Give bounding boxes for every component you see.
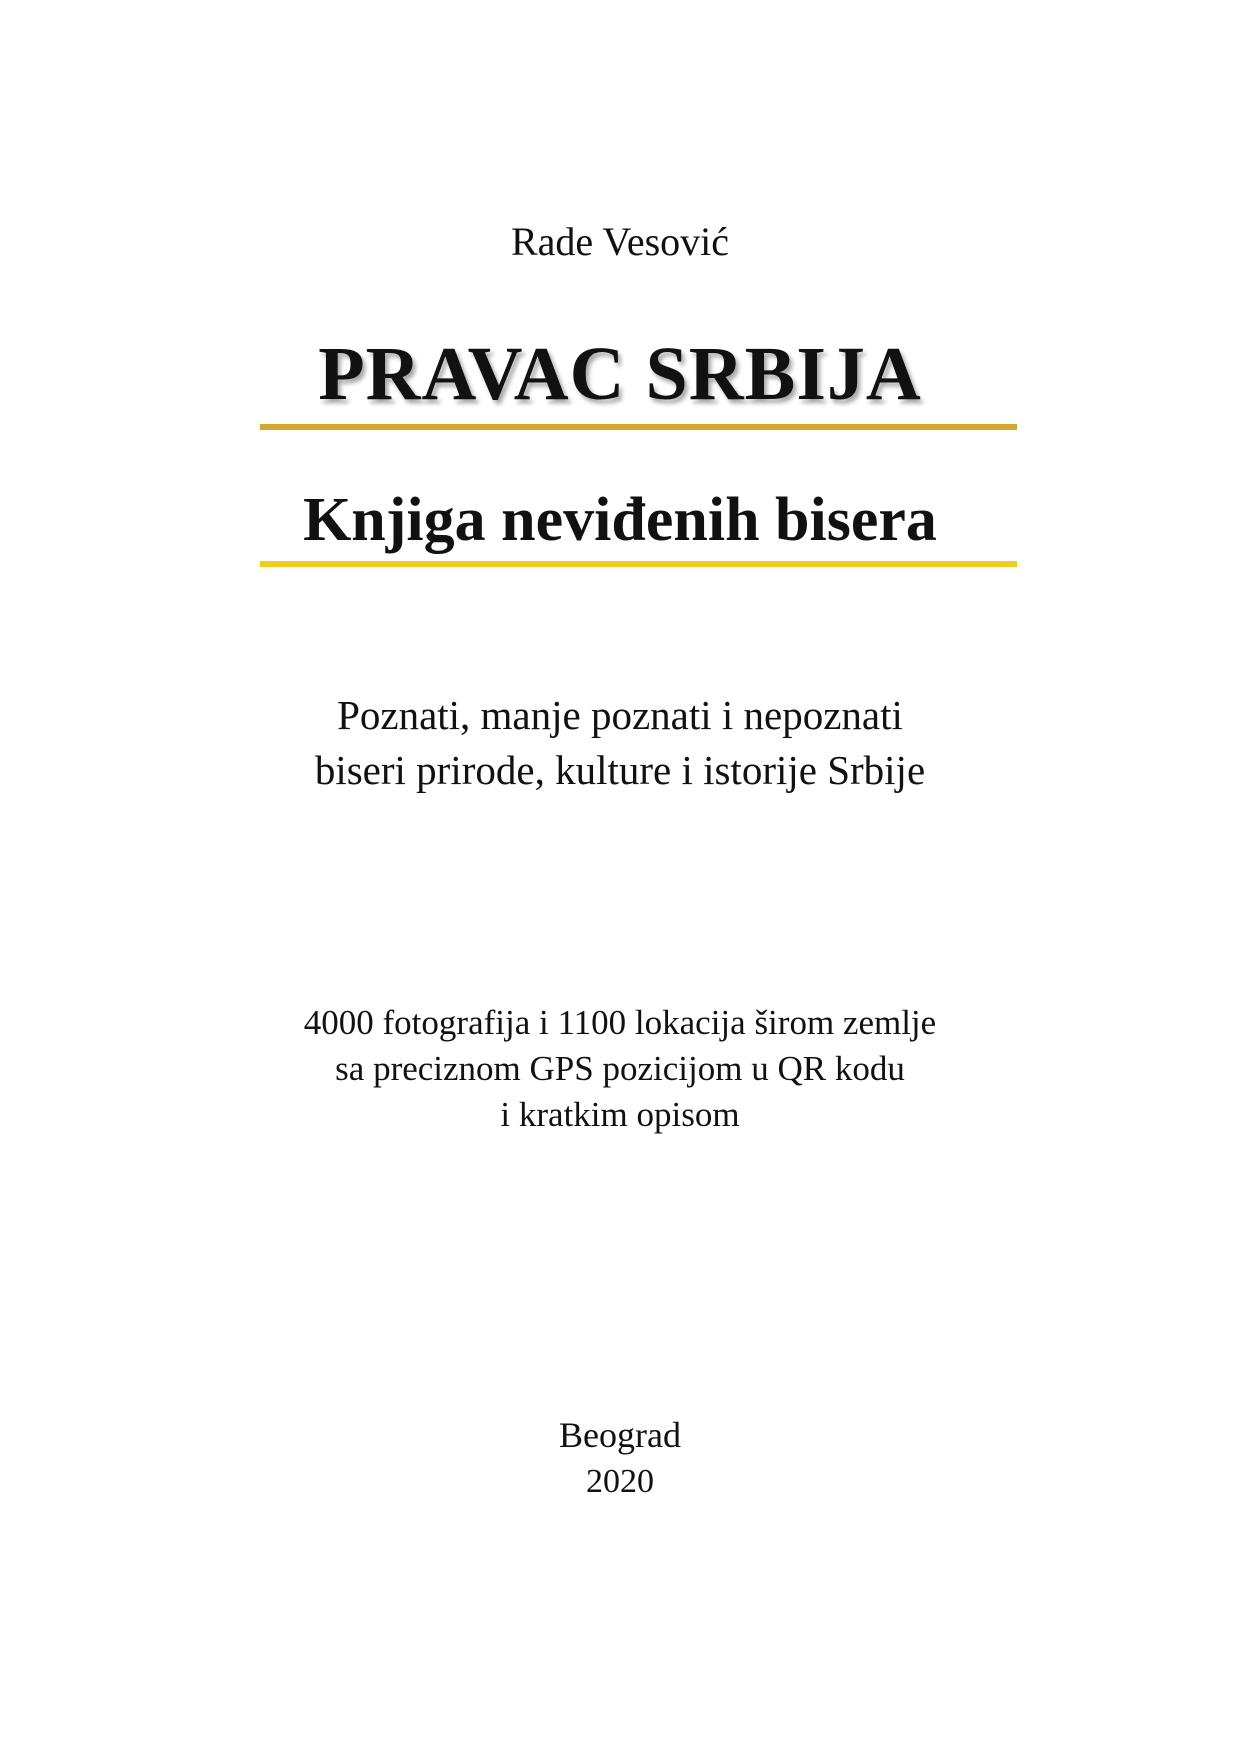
tagline xyxy=(0,688,1240,798)
features-description xyxy=(0,1000,1240,1138)
tagline-line: Poznati, manje poznati i nepoznati xyxy=(337,692,903,738)
features-line: i kratkim opisom xyxy=(500,1095,740,1134)
features-line: 4000 fotografija i 1100 lokacija širom zemlje xyxy=(303,1003,937,1042)
features-line: sa preciznom GPS pozicijom u QR kodu xyxy=(335,1049,905,1088)
publication-city: Beograd xyxy=(559,1415,681,1455)
tagline-line: biseri prirode, kulture i istorije Srbije xyxy=(314,747,926,793)
author-name: Rade Vesović xyxy=(510,219,730,264)
publication-year: 2020 xyxy=(586,1463,654,1500)
subtitle-underline-rule xyxy=(260,561,1017,567)
book-title: PRAVAC SRBIJA xyxy=(318,332,922,416)
book-subtitle: Knjiga neviđenih bisera xyxy=(303,486,937,554)
title-underline-rule xyxy=(260,424,1017,430)
